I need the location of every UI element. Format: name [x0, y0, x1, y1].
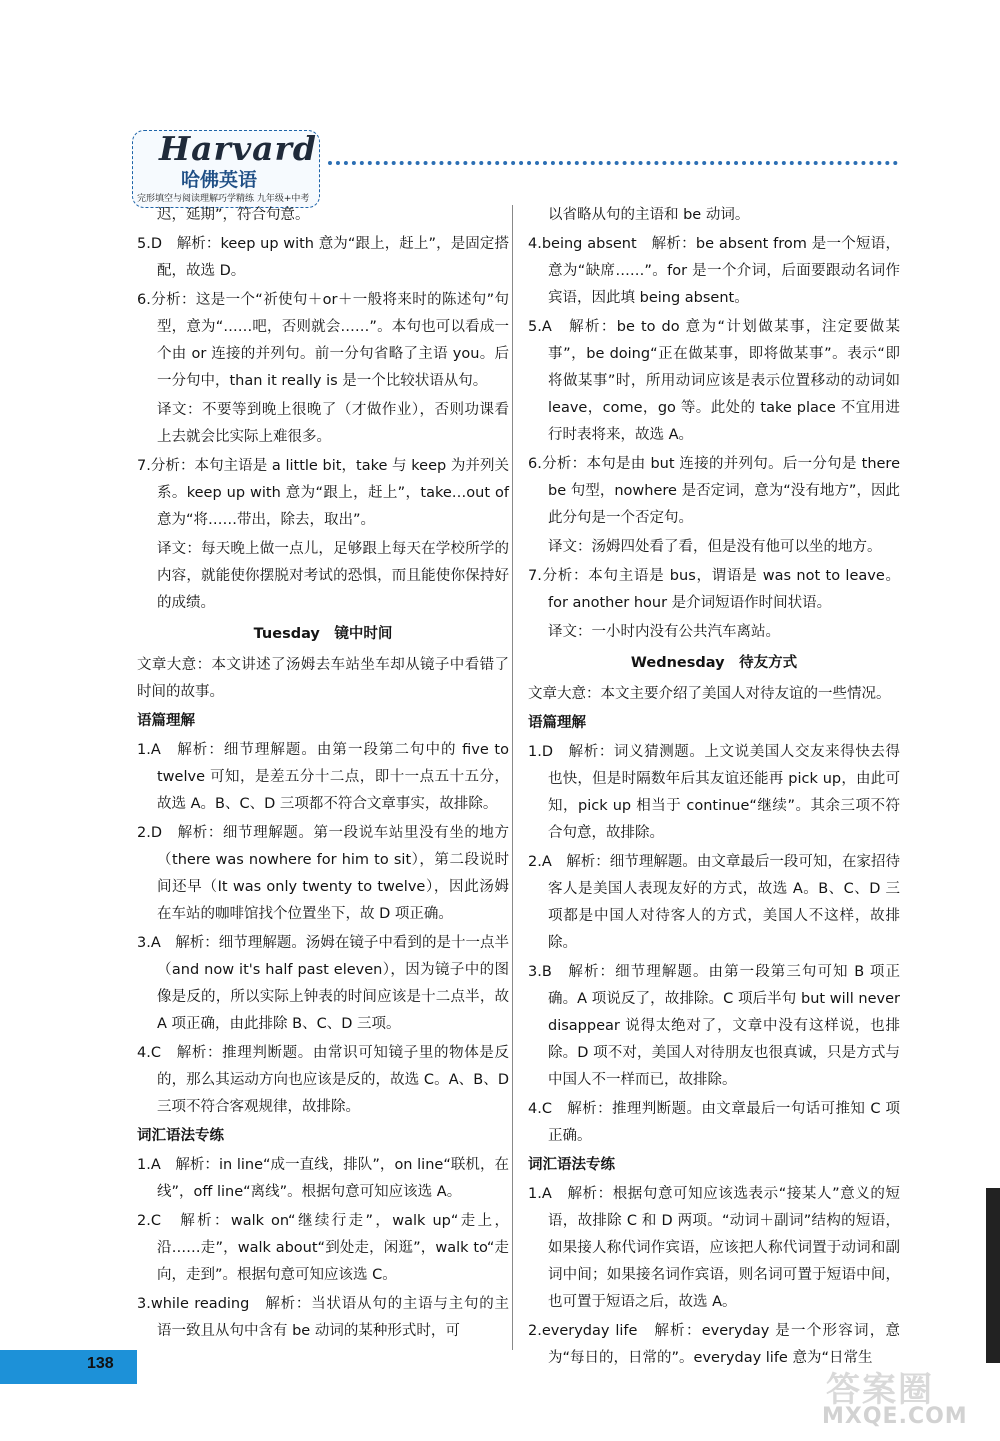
book-subtitle: 完形填空与阅读理解巧学精练 九年级+中考	[137, 194, 310, 204]
left-paragraph: Tuesday 镜中时间	[253, 626, 393, 642]
left-paragraph: 4.C 解析：推理判断题。由常识可知镜子里的物体是反的，那么其运动方向也应该是反的，故选 C。A、B、D 三项不符合客观规律，故排除。	[137, 1045, 509, 1115]
left-paragraph: 语篇理解	[137, 713, 195, 729]
right-paragraph: 语篇理解	[528, 715, 586, 731]
watermark	[818, 1362, 993, 1432]
harvard-logo	[132, 130, 320, 208]
right-paragraph: 1.D 解析：词义猜测题。上文说美国人交友来得快去得也快，但是时隔数年后其友谊还能再 pick up，由此可知，pick up 相当于 continue“继续”。其余三项不符合句意，故排除。	[528, 744, 900, 841]
right-paragraph: Wednesday 待友方式	[630, 655, 798, 671]
logo-chinese-title: 哈佛英语	[181, 169, 258, 191]
right-paragraph: 2.A 解析：细节理解题。由文章最后一段可知，在家招待客人是美国人表现友好的方式，故选 A。B、C、D 三项都是中国人对待客人的方式，美国人不这样，故排除。	[528, 854, 900, 951]
right-paragraph: 4.C 解析：推理判断题。由文章最后一句话可推知 C 项正确。	[528, 1101, 900, 1144]
left-paragraph: 译文：每天晚上做一点儿，足够跟上每天在学校所学的内容，就能使你摆脱对考试的恐惧，而且能使你保持好的成绩。	[157, 541, 509, 611]
right-paragraph: 词汇语法专练	[528, 1157, 615, 1173]
right-paragraph: 文章大意：本文主要介绍了美国人对待友谊的一些情况。	[528, 686, 891, 702]
right-paragraph: 译文：一小时内没有公共汽车离站。	[548, 624, 780, 640]
right-paragraph: 5.A 解析：be to do 意为“计划做某事，注定要做某事”，be doing“正在做某事，即将做某事”。表示“即将做某事”时，所用动词应该是表示位置移动的动词如 leave，come，go 等。此处的 take place 不宜用进行时表将来，故选 A。	[528, 319, 900, 443]
page-number-tab	[0, 1350, 137, 1384]
right-paragraph: 以省略从句的主语和 be 动词。	[548, 207, 750, 223]
watermark-cn: 答案圈	[826, 1370, 934, 1410]
left-column	[137, 200, 509, 1345]
book-header	[132, 118, 902, 210]
left-paragraph: 6.分析：这是一个“祈使句＋or＋一般将来时的陈述句”句型，意为“……吧，否则就会……”。本句也可以看成一个由 or 连接的并列句。前一分句省略了主语 you。后一分句中，than it really is 是一个比较状语从句。	[137, 292, 509, 389]
left-paragraph: 1.A 解析：in line“成一直线，排队”，on line“联机，在线”，off line“离线”。根据句意可知应该选 A。	[137, 1157, 509, 1200]
left-paragraph: 5.D 解析：keep up with 意为“跟上，赶上”，是固定搭配，故选 D。	[137, 236, 509, 279]
page-edge-mark	[986, 1188, 1000, 1363]
header-dotted-line	[328, 161, 898, 165]
column-divider	[512, 205, 513, 1350]
right-paragraph: 译文：汤姆四处看了看，但是没有他可以坐的地方。	[548, 539, 882, 555]
right-paragraph: 2.everyday life 解析：everyday 是一个形容词，意为“每日的，日常的”。everyday life 意为“日常生	[528, 1323, 900, 1366]
right-column	[528, 200, 900, 1372]
right-paragraph: 4.being absent 解析：be absent from 是一个短语，意为“缺席……”。for 是一个介词，后面要跟动名词作宾语，因此填 being absent。	[528, 236, 900, 306]
left-paragraph: 3.A 解析：细节理解题。汤姆在镜子中看到的是十一点半（and now it's half past eleven），因为镜子中的图像是反的，所以实际上钟表的时间应该是十二点半，故 A 项正确，由此排除 B、C、D 三项。	[137, 935, 509, 1032]
right-paragraph: 3.B 解析：细节理解题。由第一段第三句可知 B 项正确。A 项说反了，故排除。C 项后半句 but will never disappear 说得太绝对了，文章中没有这样说，也排除。D 项不对，美国人对待朋友也很真诚，只是方式与中国人不一样而已，故排除。	[528, 964, 900, 1088]
left-paragraph: 译文：不要等到晚上很晚了（才做作业），否则功课看上去就会比实际上难很多。	[157, 402, 509, 445]
left-paragraph: 2.C 解析：walk on“继续行走”，walk up“走上，沿……走”，walk about“到处走，闲逛”，walk to“走向，走到”。根据句意可知应该选 C。	[137, 1213, 509, 1283]
left-paragraph: 文章大意：本文讲述了汤姆去车站坐车却从镜子中看错了时间的故事。	[137, 657, 509, 700]
page-number: 138	[87, 1355, 114, 1372]
logo-title: Harvard	[159, 129, 317, 168]
left-paragraph: 1.A 解析：细节理解题。由第一段第二句中的 five to twelve 可知，是差五分十二点，即十一点五十五分，故选 A。B、C、D 三项都不符合文章事实，故排除。	[137, 742, 509, 812]
left-paragraph: 词汇语法专练	[137, 1128, 224, 1144]
left-paragraph: 7.分析：本句主语是 a little bit，take 与 keep 为并列关系。keep up with 意为“跟上，赶上”，take…out of 意为“将……带出，除去，取出”。	[137, 458, 509, 528]
right-paragraph: 7.分析：本句主语是 bus，谓语是 was not to leave。for another hour 是介词短语作时间状语。	[528, 568, 900, 611]
left-paragraph: 3.while reading 解析：当状语从句的主语与主句的主语一致且从句中含有 be 动词的某种形式时，可	[137, 1296, 509, 1339]
left-paragraph: 2.D 解析：细节理解题。第一段说车站里没有坐的地方（there was nowhere for him to sit），第二段说时间还早（It was only twenty to twelve），因此汤姆在车站的咖啡馆找个位置坐下，故 D 项正确。	[137, 825, 509, 922]
right-paragraph: 1.A 解析：根据句意可知应该选表示“接某人”意义的短语，故排除 C 和 D 两项。“动词＋副词”结构的短语，如果接人称代词作宾语，应该把人称代词置于动词和副词中间；如果接名词作宾语，则名词可置于短语中间，也可置于短语之后，故选 A。	[528, 1186, 900, 1310]
watermark-url: MXQE.COM	[822, 1404, 968, 1429]
left-paragraph: 迟，延期”，符合句意。	[157, 207, 310, 223]
right-paragraph: 6.分析：本句是由 but 连接的并列句。后一分句是 there be 句型，nowhere 是否定词，意为“没有地方”，因此此分句是一个否定句。	[528, 456, 900, 526]
